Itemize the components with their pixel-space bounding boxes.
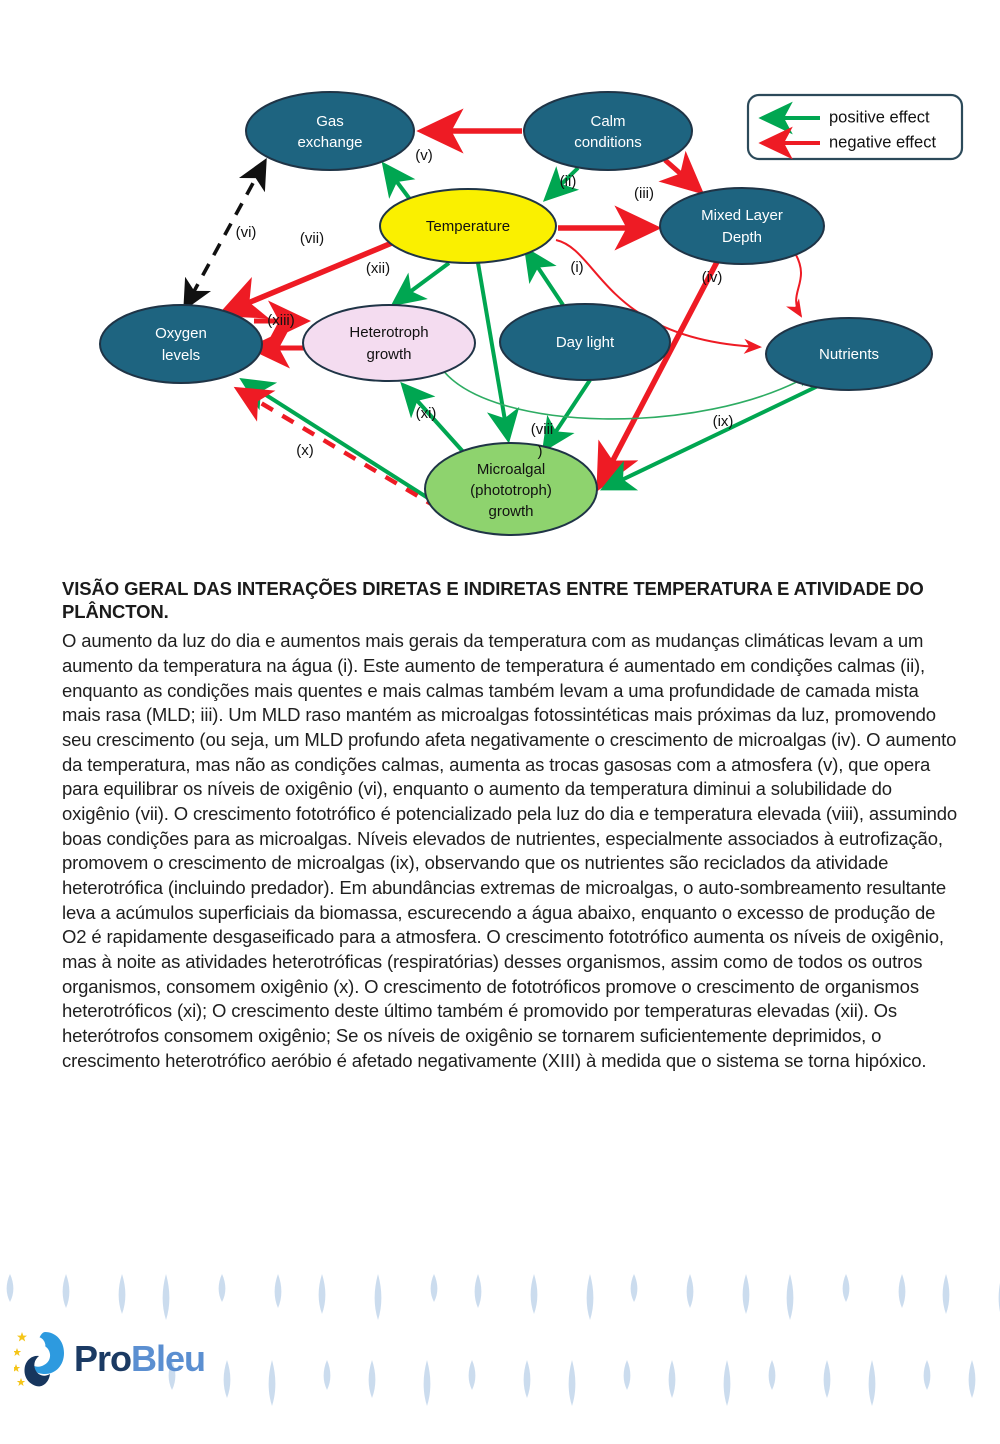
edge-tag-x: (x): [296, 442, 314, 459]
edge-calm-to-mld: [665, 160, 699, 190]
node-mld-label-2: Depth: [721, 228, 763, 246]
interaction-diagram: [0, 0, 1000, 560]
edge-microalgal-to-oxygen-night: [239, 390, 438, 508]
node-gas-exchange-label-1: Gas: [316, 112, 344, 130]
edge-nutrients-to-microalgal: [605, 385, 820, 488]
node-day-light[interactable]: [500, 304, 670, 380]
node-heterotroph-label-1: Heterotroph: [349, 323, 429, 341]
logo-word-bleu: Bleu: [131, 1338, 206, 1379]
legend-positive-label: positive effect: [829, 108, 930, 127]
edge-tag-iii: (iii): [634, 185, 654, 202]
node-nutrients-label: Nutrients: [818, 345, 880, 363]
node-microalgal-label-2: (phototroph): [470, 481, 552, 499]
node-calm-conditions[interactable]: [524, 92, 692, 170]
edge-tag-xi: (xi): [415, 405, 437, 422]
edge-tag-viii-close: ): [537, 443, 543, 460]
pro-bleu-logo[interactable]: [14, 1328, 205, 1390]
node-microalgal-growth[interactable]: [425, 443, 597, 535]
node-day-light-label: Day light: [555, 333, 615, 351]
node-microalgal-label-1: Microalgal: [476, 460, 546, 478]
node-mixed-layer-depth[interactable]: [660, 188, 824, 264]
diagram-legend: [748, 95, 962, 159]
edge-tag-v: (v): [415, 147, 433, 164]
edge-tag-iv: (iv): [701, 269, 723, 286]
node-gas-exchange-label-2: exchange: [297, 133, 363, 151]
node-oxygen-label-2: levels: [161, 346, 201, 364]
edge-temperature-to-heterotroph: [395, 263, 449, 303]
node-microalgal-label-3: growth: [488, 502, 534, 520]
node-temperature-label: Temperature: [425, 217, 511, 235]
node-heterotroph-label-2: growth: [366, 345, 412, 363]
edge-mld-to-nutrients: [795, 253, 801, 316]
node-heterotroph-growth[interactable]: [303, 305, 475, 381]
legend-negative-label: negative effect: [829, 133, 937, 152]
node-oxygen-levels[interactable]: [100, 305, 262, 383]
edge-tag-ix: (ix): [712, 413, 734, 430]
node-temperature[interactable]: [380, 189, 556, 263]
node-oxygen-label-1: Oxygen: [155, 324, 207, 342]
node-calm-conditions-label-2: conditions: [574, 133, 642, 151]
edge-tag-xii: (xii): [365, 260, 391, 277]
node-gas-exchange[interactable]: [246, 92, 414, 170]
edge-tag-viii: (viii: [530, 421, 554, 438]
caption-body: O aumento da luz do dia e aumentos mais gerais da temperatura com as mudanças climáticas levam a um aumento da temperatura na água (i). Este aumento de temperatura é aumentado em condições calmas (ii), enquanto as condições mais quentes e mais calmas também levam a uma profundidade de camada mista mais rasa (MLD; iii). Um MLD raso mantém as microalgas fotossintéticas mais próximas da luz, promovendo seu crescimento (ou seja, um MLD profundo afeta negativamente o crescimento de microalgas (iv). O aumento da temperatura, mas não as condições calmas, aumenta as trocas gasosas com a atmosfera (v), que opera para equilibrar os níveis de oxigênio (vi), enquanto o aumento da temperatura diminui a solubilidade do oxigênio (vii). O crescimento fototrófico é potencializado pela luz do dia e temperatura elevada (viii), assumindo boas condições para as microalgas. Níveis elevados de nutrientes, especialmente associados à eutrofização, promovem o crescimento de microalgas (ix), observando que os nutrientes são reciclados da atividade heterotrófica (incluindo predador). Em abundâncias extremas de microalgas, o auto-sombreamento resultante leva a acúmulos superficiais da biomassa, escurecendo a água abaixo, enquanto o excesso de produção de O2 é rapidamente desgaseificado para a atmosfera. O crescimento fototrófico aumenta os níveis de oxigênio, mas à noite as atividades heterotróficas (respiratórias) desses organismos, assim como de todos os outros organismos, consomem oxigênio (x). O crescimento de fototróficos promove o crescimento de organismos heterotróficos (xi); O crescimento deste último também é promovido por temperaturas elevadas (xii). Os heterótrofos consomem oxigênio; Se os níveis de oxigênio se tornarem suficientemente deprimidos, o crescimento heterotrófico aeróbio é afetado negativamente (XIII) à medida que o sistema se torna hipóxico.: [62, 630, 958, 1071]
eu-stars-icon: [14, 1332, 27, 1386]
edge-tag-i: (i): [570, 259, 584, 276]
edge-daylight-to-temperature: [527, 251, 563, 305]
node-mld-label-1: Mixed Layer: [701, 206, 783, 224]
edge-tag-xiii: (xiii): [267, 312, 295, 329]
page-footer: [0, 1272, 1000, 1444]
node-calm-conditions-label-1: Calm: [590, 112, 626, 130]
pro-bleu-mark-icon: [14, 1328, 68, 1390]
logo-word-pro: Pro: [74, 1338, 132, 1379]
caption-block: [62, 578, 959, 1074]
edge-tag-vii: (vii): [299, 230, 325, 247]
edge-tag-vi: (vi): [235, 224, 257, 241]
pro-bleu-wordmark: [74, 1338, 206, 1379]
edge-tag-ii: (ii): [559, 173, 577, 190]
node-nutrients[interactable]: [766, 318, 932, 390]
edge-temperature-to-gas: [385, 166, 412, 202]
caption-title: VISÃO GERAL DAS INTERAÇÕES DIRETAS E INDIRETAS ENTRE TEMPERATURA E ATIVIDADE DO PLÂNCTON.: [62, 578, 924, 622]
